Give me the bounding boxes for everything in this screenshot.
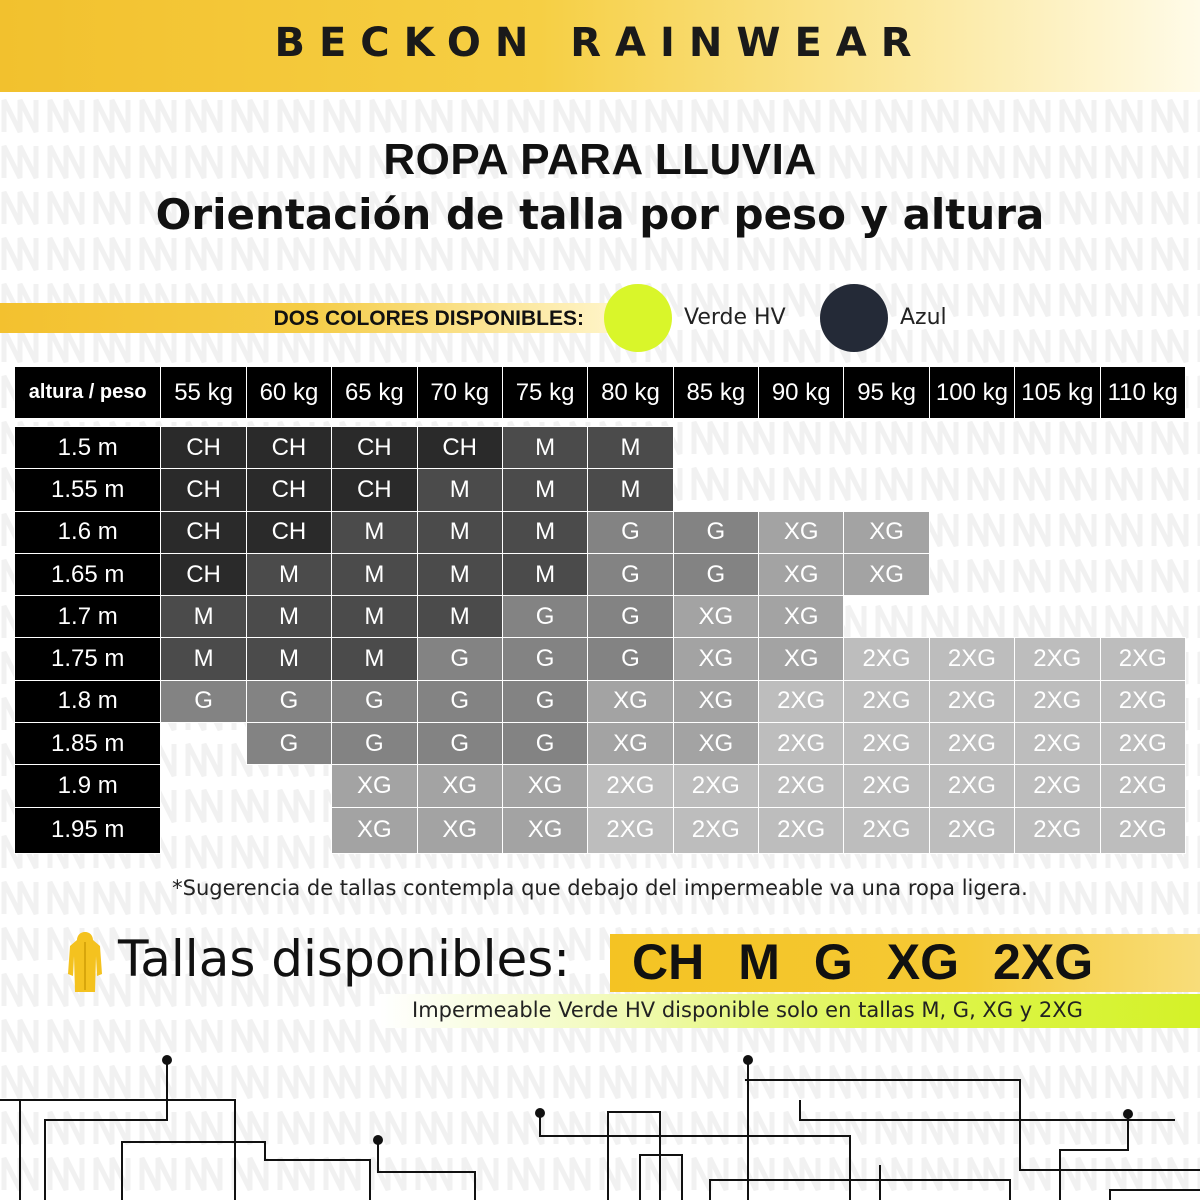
empty-cell: [1100, 469, 1186, 511]
size-cell: 2XG: [844, 765, 929, 807]
empty-cell: [673, 427, 758, 469]
empty-cell: [1100, 596, 1186, 638]
size-row: [15, 807, 1186, 853]
size-option: G: [813, 934, 853, 990]
header-spacer: [15, 419, 1186, 427]
size-cell: XG: [844, 553, 929, 595]
size-cell: 2XG: [1015, 765, 1100, 807]
size-cell: XG: [502, 807, 587, 853]
empty-cell: [1015, 511, 1100, 553]
size-cell: G: [332, 680, 417, 722]
empty-cell: [1015, 469, 1100, 511]
size-cell: 2XG: [588, 765, 673, 807]
size-cell: M: [246, 596, 331, 638]
size-cell: CH: [161, 427, 246, 469]
weight-header: 75 kg: [502, 367, 587, 419]
size-cell: 2XG: [929, 680, 1014, 722]
size-cell: 2XG: [673, 765, 758, 807]
size-cell: CH: [246, 511, 331, 553]
size-cell: CH: [161, 511, 246, 553]
empty-cell: [246, 765, 331, 807]
size-cell: XG: [332, 765, 417, 807]
weight-header: 55 kg: [161, 367, 246, 419]
height-label: 1.55 m: [15, 469, 161, 511]
size-row: [15, 680, 1186, 722]
size-cell: CH: [332, 427, 417, 469]
size-cell: G: [673, 553, 758, 595]
green-color-label: Verde HV: [684, 305, 786, 330]
empty-cell: [673, 469, 758, 511]
empty-cell: [759, 427, 844, 469]
size-cell: XG: [844, 511, 929, 553]
empty-cell: [929, 596, 1014, 638]
size-cell: 2XG: [844, 638, 929, 680]
size-cell: M: [502, 469, 587, 511]
page-title: ROPA PARA LLUVIA: [383, 135, 817, 184]
size-cell: M: [332, 596, 417, 638]
size-cell: M: [417, 553, 502, 595]
height-label: 1.8 m: [15, 680, 161, 722]
size-row: [15, 723, 1186, 765]
height-label: 1.6 m: [15, 511, 161, 553]
size-option: XG: [886, 934, 960, 990]
size-cell: XG: [332, 807, 417, 853]
colors-label: DOS COLORES DISPONIBLES:: [273, 307, 584, 330]
height-label: 1.85 m: [15, 723, 161, 765]
green-swatch: [604, 284, 672, 352]
weight-header-row: [15, 367, 1186, 419]
size-cell: M: [246, 553, 331, 595]
circuit-decoration: [0, 1040, 1200, 1200]
size-cell: CH: [246, 427, 331, 469]
green-availability-note: Impermeable Verde HV disponible solo en tallas M, G, XG y 2XG: [412, 998, 1083, 1022]
size-cell: G: [161, 680, 246, 722]
empty-cell: [161, 807, 246, 853]
size-cell: M: [417, 511, 502, 553]
size-cell: XG: [417, 807, 502, 853]
size-row: [15, 765, 1186, 807]
size-cell: G: [417, 723, 502, 765]
empty-cell: [929, 469, 1014, 511]
empty-cell: [844, 469, 929, 511]
size-note: *Sugerencia de tallas contempla que debajo del impermeable va una ropa ligera.: [172, 876, 1028, 900]
size-row: [15, 469, 1186, 511]
size-cell: 2XG: [759, 680, 844, 722]
empty-cell: [161, 723, 246, 765]
size-row: [15, 638, 1186, 680]
size-cell: M: [332, 638, 417, 680]
size-cell: M: [417, 596, 502, 638]
size-chart-table: [14, 366, 1186, 854]
size-cell: M: [161, 638, 246, 680]
size-cell: XG: [588, 680, 673, 722]
size-cell: 2XG: [929, 723, 1014, 765]
weight-header: 80 kg: [588, 367, 673, 419]
size-cell: G: [417, 638, 502, 680]
empty-cell: [1015, 427, 1100, 469]
height-label: 1.5 m: [15, 427, 161, 469]
weight-header: 65 kg: [332, 367, 417, 419]
brand-logo: BECKON RAINWEAR: [274, 20, 926, 66]
blue-swatch: [820, 284, 888, 352]
size-cell: M: [417, 469, 502, 511]
size-cell: 2XG: [759, 765, 844, 807]
size-cell: M: [332, 511, 417, 553]
size-cell: M: [161, 596, 246, 638]
size-cell: M: [502, 511, 587, 553]
empty-cell: [1100, 553, 1186, 595]
size-cell: 2XG: [1015, 807, 1100, 853]
size-cell: 2XG: [844, 723, 929, 765]
empty-cell: [1015, 596, 1100, 638]
size-cell: G: [502, 723, 587, 765]
size-cell: CH: [161, 469, 246, 511]
weight-header: 105 kg: [1015, 367, 1100, 419]
blue-color-label: Azul: [900, 305, 947, 330]
available-sizes-list: [632, 933, 1093, 991]
size-cell: CH: [332, 469, 417, 511]
size-cell: G: [588, 553, 673, 595]
size-cell: 2XG: [759, 723, 844, 765]
size-cell: 2XG: [929, 807, 1014, 853]
empty-cell: [246, 807, 331, 853]
header-band: [0, 0, 1200, 92]
size-cell: G: [588, 638, 673, 680]
size-cell: 2XG: [1100, 680, 1186, 722]
size-cell: G: [246, 680, 331, 722]
size-cell: G: [332, 723, 417, 765]
size-cell: 2XG: [588, 807, 673, 853]
height-label: 1.9 m: [15, 765, 161, 807]
size-row: [15, 511, 1186, 553]
size-cell: XG: [673, 638, 758, 680]
size-cell: M: [502, 427, 587, 469]
empty-cell: [929, 553, 1014, 595]
size-cell: G: [502, 638, 587, 680]
size-option: M: [738, 934, 780, 990]
size-cell: 2XG: [759, 807, 844, 853]
empty-cell: [1015, 553, 1100, 595]
size-option: 2XG: [993, 934, 1094, 990]
size-cell: XG: [673, 680, 758, 722]
page-subtitle: Orientación de talla por peso y altura: [155, 190, 1045, 239]
weight-header: 60 kg: [246, 367, 331, 419]
height-label: 1.7 m: [15, 596, 161, 638]
colors-band: [0, 303, 610, 333]
size-option: CH: [632, 934, 705, 990]
size-table-body: [15, 427, 1186, 854]
size-cell: 2XG: [929, 638, 1014, 680]
raincoat-icon: [66, 930, 104, 996]
height-label: 1.65 m: [15, 553, 161, 595]
empty-cell: [759, 469, 844, 511]
corner-header: altura / peso: [15, 367, 161, 419]
size-cell: 2XG: [1100, 807, 1186, 853]
size-cell: XG: [673, 596, 758, 638]
size-cell: G: [502, 680, 587, 722]
size-cell: CH: [417, 427, 502, 469]
empty-cell: [161, 765, 246, 807]
size-cell: XG: [759, 511, 844, 553]
height-label: 1.75 m: [15, 638, 161, 680]
weight-header: 70 kg: [417, 367, 502, 419]
size-cell: 2XG: [844, 807, 929, 853]
size-cell: G: [588, 596, 673, 638]
size-cell: XG: [588, 723, 673, 765]
available-sizes-title: Tallas disponibles:: [118, 930, 571, 988]
empty-cell: [844, 596, 929, 638]
size-cell: M: [332, 553, 417, 595]
size-cell: G: [417, 680, 502, 722]
size-cell: 2XG: [1100, 638, 1186, 680]
size-cell: 2XG: [1015, 680, 1100, 722]
size-cell: G: [246, 723, 331, 765]
size-cell: CH: [246, 469, 331, 511]
size-cell: M: [588, 469, 673, 511]
weight-header: 85 kg: [673, 367, 758, 419]
size-cell: 2XG: [673, 807, 758, 853]
size-cell: 2XG: [1015, 723, 1100, 765]
size-cell: XG: [759, 596, 844, 638]
size-cell: 2XG: [1100, 723, 1186, 765]
size-row: [15, 553, 1186, 595]
size-cell: G: [502, 596, 587, 638]
size-cell: XG: [759, 553, 844, 595]
size-cell: M: [246, 638, 331, 680]
size-cell: CH: [161, 553, 246, 595]
size-cell: 2XG: [1015, 638, 1100, 680]
empty-cell: [1100, 511, 1186, 553]
size-cell: 2XG: [929, 765, 1014, 807]
size-cell: 2XG: [1100, 765, 1186, 807]
size-cell: M: [502, 553, 587, 595]
size-cell: XG: [417, 765, 502, 807]
weight-header: 100 kg: [929, 367, 1014, 419]
size-row: [15, 427, 1186, 469]
weight-header: 90 kg: [759, 367, 844, 419]
empty-cell: [844, 427, 929, 469]
weight-header: 95 kg: [844, 367, 929, 419]
size-cell: 2XG: [844, 680, 929, 722]
empty-cell: [929, 427, 1014, 469]
empty-cell: [929, 511, 1014, 553]
size-cell: M: [588, 427, 673, 469]
empty-cell: [1100, 427, 1186, 469]
size-cell: XG: [502, 765, 587, 807]
height-label: 1.95 m: [15, 807, 161, 853]
size-row: [15, 596, 1186, 638]
size-cell: XG: [673, 723, 758, 765]
size-cell: G: [673, 511, 758, 553]
size-cell: G: [588, 511, 673, 553]
weight-header: 110 kg: [1100, 367, 1186, 419]
size-cell: XG: [759, 638, 844, 680]
